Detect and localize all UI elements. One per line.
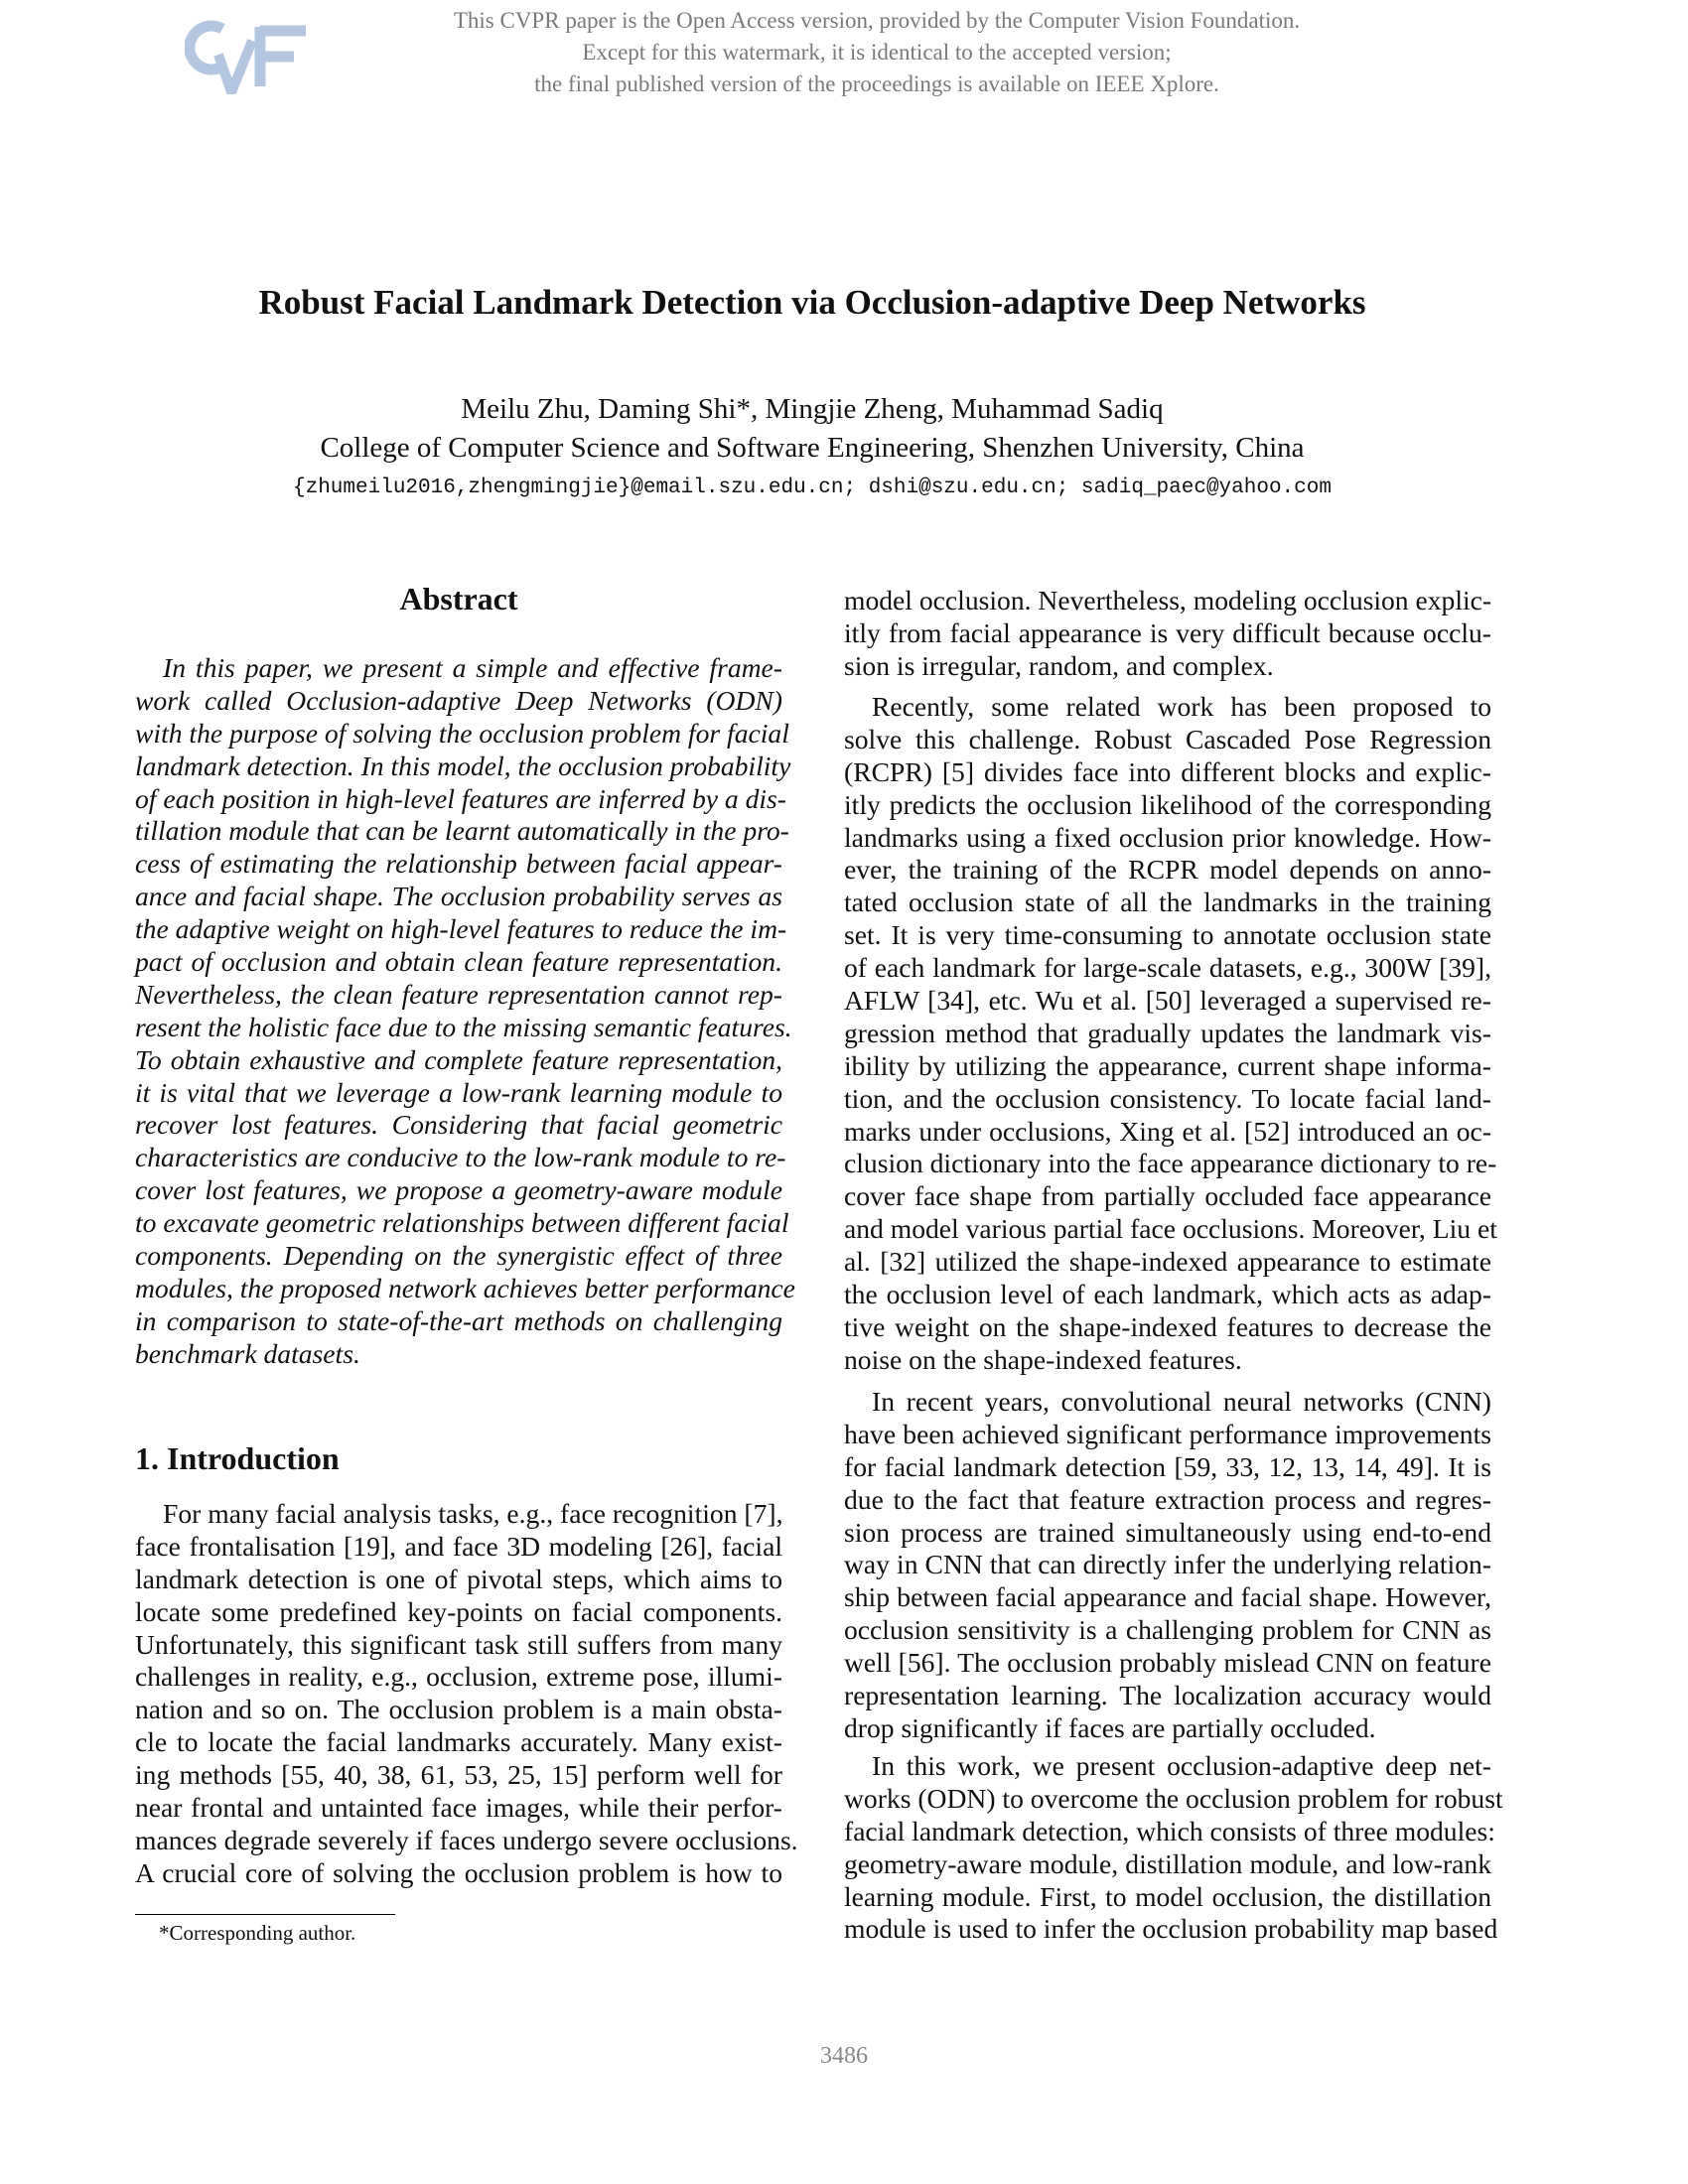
text-line: in comparison to state-of-the-art methods on challenging bbox=[135, 1304, 782, 1336]
text-line: work called Occlusion-adaptive Deep Networks (ODN) bbox=[135, 684, 782, 716]
text-line: benchmark datasets. bbox=[135, 1337, 360, 1369]
text-line: tive weight on the shape-indexed features to decrease the bbox=[844, 1310, 1491, 1342]
text-line: ship between facial appearance and facial shape. However, bbox=[844, 1581, 1491, 1613]
text-line: ance and facial shape. The occlusion probability serves as bbox=[135, 881, 782, 912]
footnote: *Corresponding author. bbox=[159, 1921, 356, 1945]
text-line: geometry-aware module, distillation module, and low-rank bbox=[844, 1847, 1491, 1879]
text-line: tated occlusion state of all the landmarks in the training bbox=[844, 887, 1491, 918]
text-line: near frontal and untainted face images, while their perfor- bbox=[135, 1792, 782, 1824]
right-paragraph bbox=[844, 1750, 1503, 1946]
text-line: marks under occlusions, Xing et al. [52] introduced an oc- bbox=[844, 1115, 1491, 1147]
text-line: gression method that gradually updates the landmark vis- bbox=[844, 1017, 1491, 1048]
right-paragraph bbox=[844, 691, 1497, 1377]
affiliation: College of Computer Science and Software Engineering, Shenzhen University, China bbox=[320, 432, 1305, 464]
text-line: noise on the shape-indexed features. bbox=[844, 1343, 1242, 1375]
text-line: In recent years, convolutional neural networks (CNN) bbox=[872, 1386, 1491, 1417]
text-line: drop significantly if faces are partially occluded. bbox=[844, 1711, 1376, 1743]
text-line: well [56]. The occlusion probably mislead CNN on feature bbox=[844, 1647, 1491, 1679]
text-line: ever, the training of the RCPR model depends on anno- bbox=[844, 854, 1491, 886]
text-line: tillation module that can be learnt automatically in the pro- bbox=[135, 815, 789, 847]
text-line: works (ODN) to overcome the occlusion problem for robust bbox=[844, 1782, 1503, 1814]
text-line: Unfortunately, this significant task still suffers from many bbox=[135, 1628, 782, 1660]
text-line: characteristics are conducive to the low-rank module to re- bbox=[135, 1142, 786, 1173]
abstract-heading: Abstract bbox=[399, 581, 518, 616]
abstract-body bbox=[135, 652, 795, 1371]
paper-title: Robust Facial Landmark Detection via Occlusion-adaptive Deep Networks bbox=[258, 283, 1366, 322]
text-line: cover lost features, we propose a geometry-aware module bbox=[135, 1174, 782, 1206]
text-line: components. Depending on the synergistic effect of three bbox=[135, 1240, 782, 1272]
text-line: (RCPR) [5] divides face into different blocks and explic- bbox=[844, 755, 1491, 787]
text-line: challenges in reality, e.g., occlusion, extreme pose, illumi- bbox=[135, 1661, 782, 1693]
text-line: sion process are trained simultaneously using end-to-end bbox=[844, 1516, 1491, 1548]
text-line: representation learning. The localization accuracy would bbox=[844, 1680, 1491, 1711]
text-line: nation and so on. The occlusion problem is a main obsta- bbox=[135, 1694, 782, 1725]
text-line: with the purpose of solving the occlusion problem for facial bbox=[135, 717, 789, 749]
text-line: In this work, we present occlusion-adaptive deep net- bbox=[872, 1750, 1491, 1781]
watermark-line: the final published version of the proceedings is available on IEEE Xplore. bbox=[534, 71, 1219, 96]
text-line: locate some predefined key-points on facial components. bbox=[135, 1595, 782, 1627]
text-line: way in CNN that can directly infer the underlying relation- bbox=[844, 1549, 1491, 1580]
text-line: tion, and the occlusion consistency. To locate facial land- bbox=[844, 1082, 1491, 1114]
text-line: of each position in high-level features are inferred by a dis- bbox=[135, 782, 786, 814]
text-line: module is used to infer the occlusion probability map based bbox=[844, 1913, 1498, 1945]
text-line: occlusion sensitivity is a challenging problem for CNN as bbox=[844, 1614, 1491, 1646]
text-line: landmarks using a fixed occlusion prior knowledge. How- bbox=[844, 821, 1491, 853]
footnote-divider bbox=[135, 1914, 395, 1915]
text-line: AFLW [34], etc. Wu et al. [50] leveraged a supervised re- bbox=[844, 985, 1491, 1017]
text-line: due to the fact that feature extraction process and regres- bbox=[844, 1483, 1491, 1515]
text-line: ibility by utilizing the appearance, current shape informa- bbox=[844, 1049, 1491, 1081]
text-line: modules, the proposed network achieves better performance bbox=[135, 1272, 795, 1303]
text-line: A crucial core of solving the occlusion problem is how to bbox=[135, 1856, 782, 1888]
text-line: the adaptive weight on high-level features to reduce the im- bbox=[135, 913, 787, 945]
text-line: al. [32] utilized the shape-indexed appearance to estimate bbox=[844, 1246, 1491, 1278]
text-line: sion is irregular, random, and complex. bbox=[844, 649, 1274, 681]
text-line: model occlusion. Nevertheless, modeling occlusion explic- bbox=[844, 585, 1492, 615]
text-line: cle to locate the facial landmarks accurately. Many exist- bbox=[135, 1726, 782, 1758]
text-line: face frontalisation [19], and face 3D modeling [26], facial bbox=[135, 1530, 782, 1562]
text-line: For many facial analysis tasks, e.g., face recognition [7], bbox=[163, 1498, 783, 1529]
text-line: Nevertheless, the clean feature representation cannot rep- bbox=[135, 978, 782, 1010]
text-line: landmark detection. In this model, the occlusion probability bbox=[135, 750, 791, 781]
right-paragraph bbox=[844, 585, 1491, 683]
watermark-line: This CVPR paper is the Open Access version, provided by the Computer Vision Foundation. bbox=[453, 8, 1301, 33]
text-line: of each landmark for large-scale datasets, e.g., 300W [39], bbox=[844, 952, 1491, 984]
text-line: the occlusion level of each landmark, which acts as adap- bbox=[844, 1279, 1491, 1310]
text-line: mances degrade severely if faces undergo severe occlusions. bbox=[135, 1824, 798, 1855]
text-line: pact of occlusion and obtain clean feature representation. bbox=[135, 946, 782, 978]
text-line: to excavate geometric relationships between different facial bbox=[135, 1207, 789, 1239]
text-line: solve this challenge. Robust Cascaded Pose Regression bbox=[844, 723, 1491, 754]
text-line: for facial landmark detection [59, 33, 12, 13, 14, 49]. It is bbox=[844, 1450, 1491, 1482]
text-line: itly from facial appearance is very difficult because occlu- bbox=[844, 616, 1491, 648]
emails: {zhumeilu2016,zhengmingjie}@email.szu.edu.cn; dshi@szu.edu.cn; sadiq_paec@yahoo.com bbox=[293, 477, 1332, 499]
text-line: learning module. First, to model occlusion, the distillation bbox=[844, 1880, 1491, 1912]
text-line: itly predicts the occlusion likelihood of the corresponding bbox=[844, 788, 1491, 820]
text-line: have been achieved significant performance improvements bbox=[844, 1418, 1491, 1449]
section-heading-introduction: 1. Introduction bbox=[135, 1440, 340, 1476]
text-line: facial landmark detection, which consists of three modules: bbox=[844, 1815, 1495, 1846]
page-number: 3486 bbox=[820, 2043, 868, 2069]
text-line: and model various partial face occlusions. Moreover, Liu et bbox=[844, 1213, 1497, 1245]
text-line: ing methods [55, 40, 38, 61, 53, 25, 15] perform well for bbox=[135, 1759, 782, 1791]
text-line: it is vital that we leverage a low-rank learning module to bbox=[135, 1076, 782, 1108]
authors: Meilu Zhu, Daming Shi*, Mingjie Zheng, Muhammad Sadiq bbox=[461, 393, 1164, 425]
text-line: To obtain exhaustive and complete feature representation, bbox=[135, 1043, 782, 1075]
introduction-body bbox=[135, 1498, 798, 1890]
text-line: cover face shape from partially occluded face appearance bbox=[844, 1180, 1491, 1212]
text-line: clusion dictionary into the face appearance dictionary to re- bbox=[844, 1148, 1497, 1179]
text-line: set. It is very time-consuming to annotate occlusion state bbox=[844, 919, 1491, 951]
text-line: In this paper, we present a simple and effective frame- bbox=[163, 652, 782, 683]
watermark-line: Except for this watermark, it is identical to the accepted version; bbox=[582, 40, 1172, 65]
text-line: cess of estimating the relationship between facial appear- bbox=[135, 848, 782, 880]
text-line: resent the holistic face due to the missing semantic features. bbox=[135, 1011, 792, 1042]
right-paragraph bbox=[844, 1386, 1491, 1745]
text-line: Recently, some related work has been proposed to bbox=[872, 691, 1491, 722]
text-line: recover lost features. Considering that facial geometric bbox=[135, 1109, 782, 1141]
text-line: landmark detection is one of pivotal steps, which aims to bbox=[135, 1563, 782, 1594]
